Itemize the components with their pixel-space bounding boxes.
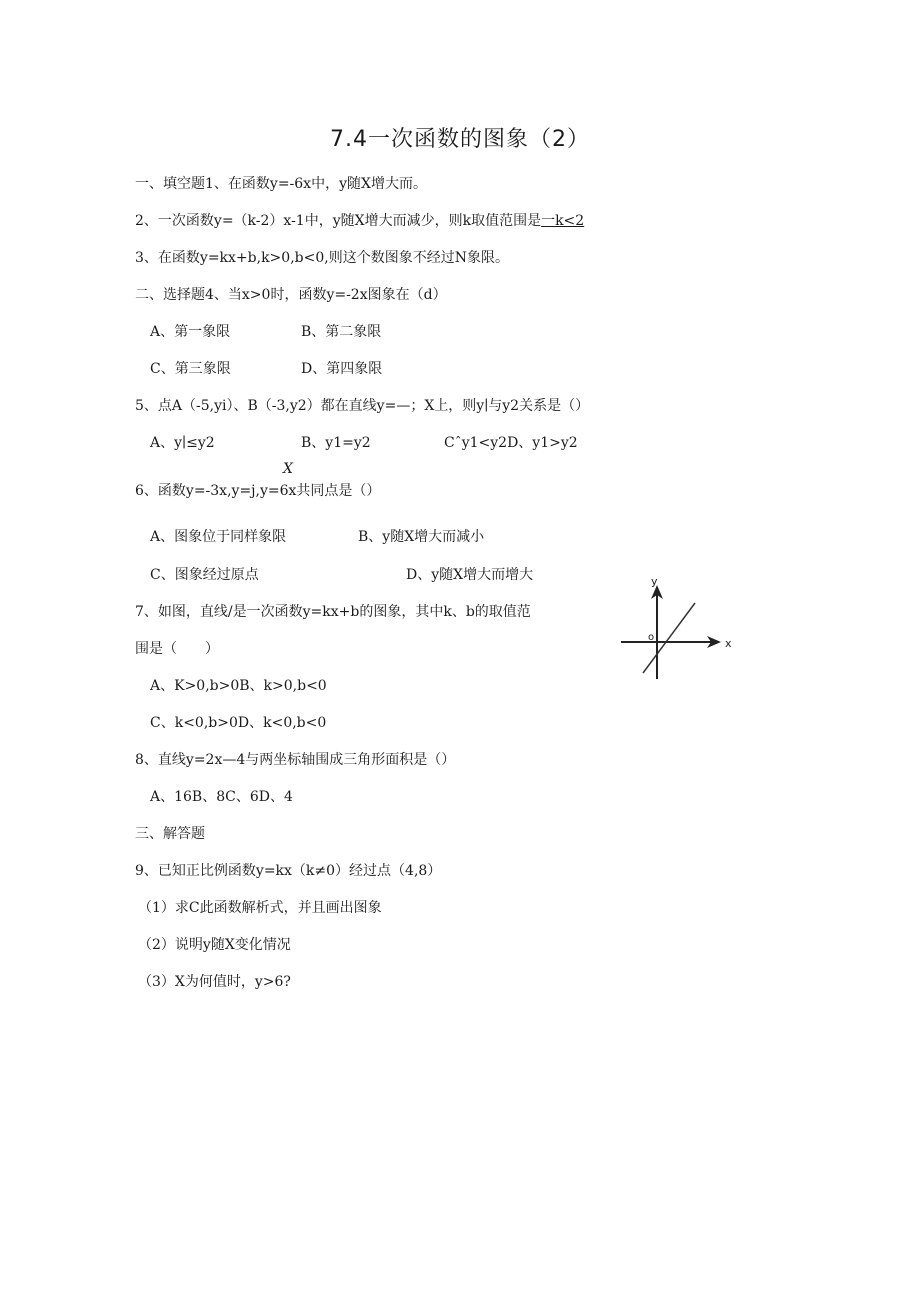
question-1: 一、填空题1、在函数y=-6x中，y随X增大而。 xyxy=(135,176,427,192)
page-title: 7.4一次函数的图象（2） xyxy=(330,127,590,152)
question-9: 9、已知正比例函数y=kx（k≠0）经过点（4,8） xyxy=(135,863,442,879)
q6-option-d: D、y随X增大而增大 xyxy=(406,567,534,583)
q5-option-a: A、y∣≤y2 xyxy=(150,435,215,451)
question-9-part-2: （2）说明y随X变化情况 xyxy=(138,937,291,953)
q4-option-b: B、第二象限 xyxy=(301,324,382,340)
question-2-text: 2、一次函数y=（k-2）x-1中，y随X增大而减少，则k取值范围是 xyxy=(135,213,542,229)
question-9-part-3: （3）X为何值时，y>6? xyxy=(138,974,291,990)
q4-option-d: D、第四象限 xyxy=(301,361,383,377)
q5-option-b: B、y1=y2 xyxy=(301,435,371,451)
q6-option-c: C、图象经过原点 xyxy=(150,567,259,583)
q4-option-c: C、第三象限 xyxy=(150,361,231,377)
q4-option-a: A、第一象限 xyxy=(150,324,231,340)
question-7-line-2: 围是（ ） xyxy=(135,641,219,657)
question-7-line-1: 7、如图，直线/是一次函数y=kx+b的图象，其中k、b的取值范 xyxy=(135,604,531,620)
graph-origin-label: o xyxy=(648,632,655,643)
linear-function-graph xyxy=(615,575,740,685)
question-9-part-1: （1）求C此函数解析式，并且画出图象 xyxy=(138,900,382,916)
question-4: 二、选择题4、当x>0时，函数y=-2x图象在（d） xyxy=(135,287,447,303)
question-8: 8、直线y=2x—4与两坐标轴围成三角形面积是（） xyxy=(135,752,456,768)
q8-options: A、16B、8C、6D、4 xyxy=(150,789,293,805)
graph-x-label: x xyxy=(725,637,732,650)
q7-option-ab: A、K>0,b>0B、k>0,b<0 xyxy=(150,678,327,694)
question-2 xyxy=(135,212,584,230)
question-5: 5、点A（-5,yi）、B（-3,y2）都在直线y=—；X上，则y∣与y2关系是（） xyxy=(135,398,590,414)
question-6: 6、函数y=-3x,y=j,y=6x共同点是（） xyxy=(135,483,381,499)
question-2-answer: 一k<2 xyxy=(541,213,585,229)
q7-option-cd: C、k<0,b>0D、k<0,b<0 xyxy=(150,715,327,731)
section-3-heading: 三、解答题 xyxy=(135,826,205,842)
graph-y-label: y xyxy=(651,575,658,588)
question-3: 3、在函数y=kx+b,k>0,b<0,则这个数图象不经过N象限。 xyxy=(135,250,509,266)
q6-fraction-mark: X xyxy=(283,461,293,477)
q5-option-cd: Cˆy1<y2D、y1>y2 xyxy=(444,435,578,451)
q6-option-a: A、图象位于同样象限 xyxy=(150,529,287,545)
q6-option-b: B、y随X增大而减小 xyxy=(358,529,485,545)
